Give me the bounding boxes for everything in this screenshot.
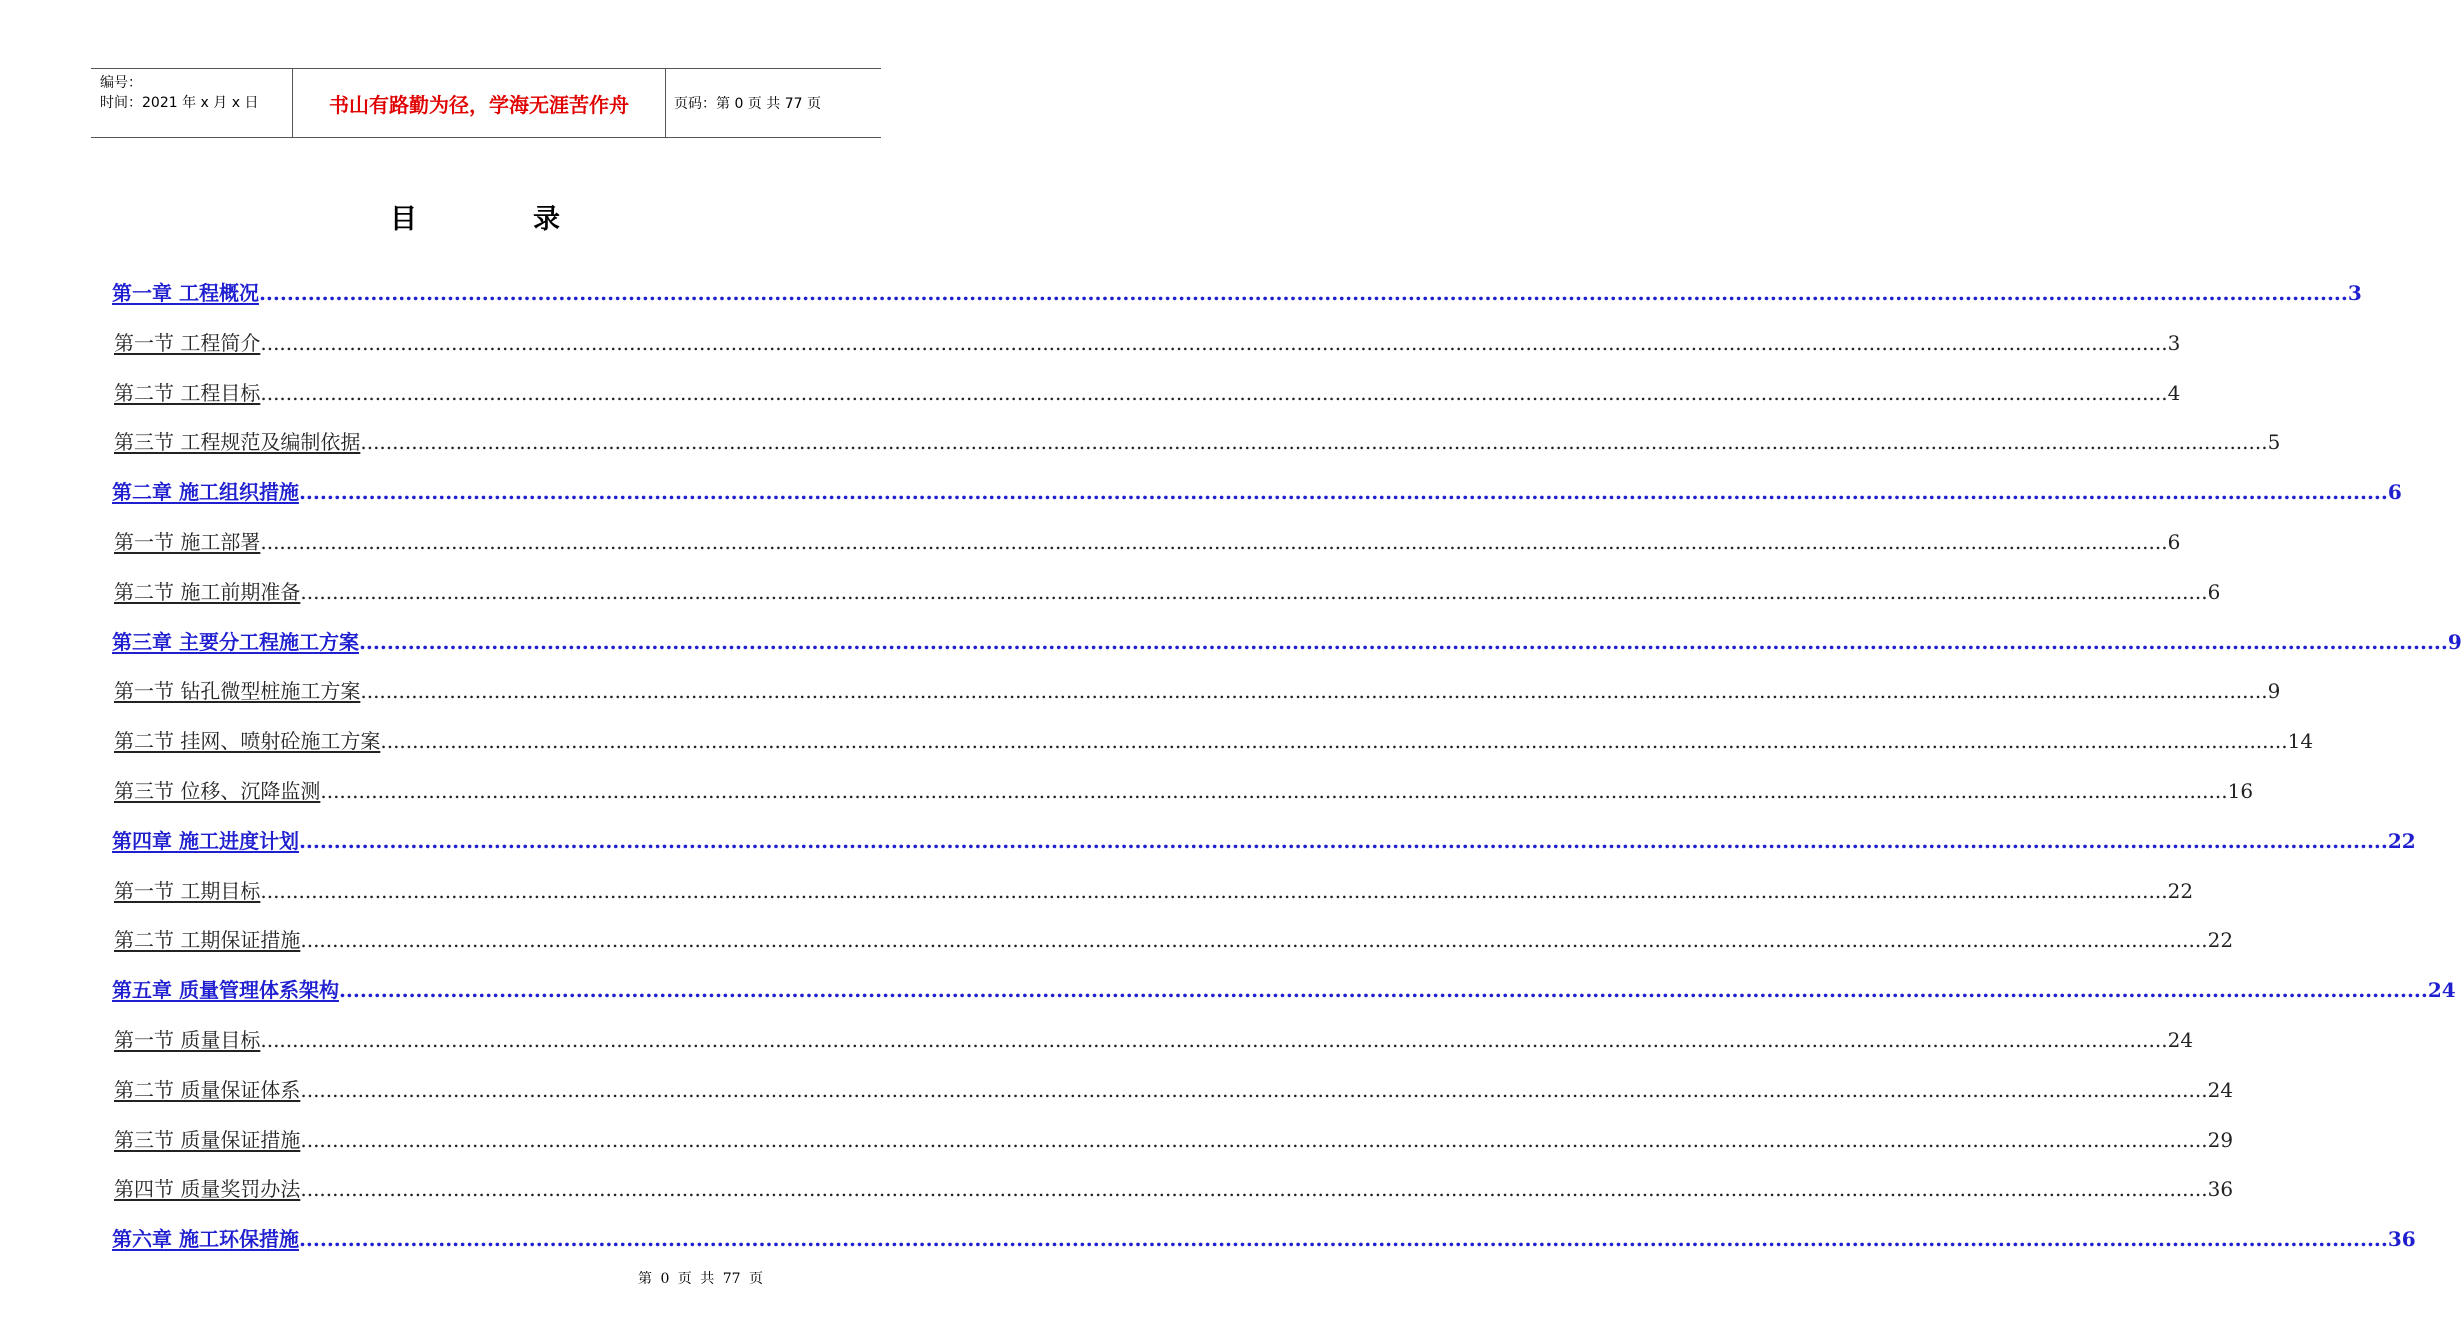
toc-entry-title[interactable]: 第二节 工程目标 (114, 381, 261, 405)
toc-section-entry[interactable] (114, 525, 2181, 555)
toc-entry-title[interactable]: 第二节 质量保证体系 (114, 1078, 301, 1102)
toc-page-number: 5 (2267, 430, 2281, 454)
toc-page-number: 4 (2167, 381, 2181, 405)
toc-dot-leader: ............................................................................................................................................................................................................................................................................................................ (300, 1177, 2208, 1201)
page-footer: 第 0 页 共 77 页 (638, 1271, 763, 1287)
toc-section-entry[interactable] (114, 326, 2181, 356)
toc-chapter-entry[interactable] (112, 973, 2456, 1003)
document-time-label: 时间：2021 年 x 月 x 日 (100, 95, 259, 111)
header-page-label: 页码：第 0 页 共 77 页 (674, 96, 821, 112)
toc-dot-leader: ............................................................................................................................................................................................................................................................................................................ (260, 530, 2168, 554)
toc-dot-leader: ............................................................................................................................................................................................................................................................................................................ (360, 679, 2268, 703)
header-motto: 书山有路勤为径，学海无涯苦作舟 (293, 69, 666, 137)
page-header (91, 68, 881, 138)
toc-chapter-entry[interactable] (112, 625, 2462, 655)
toc-entry-title[interactable]: 第二章 施工组织措施 (112, 480, 299, 504)
toc-section-entry[interactable] (114, 923, 2234, 953)
toc-section-entry[interactable] (114, 874, 2194, 904)
toc-entry-title[interactable]: 第三节 位移、沉降监测 (114, 779, 321, 803)
toc-dot-leader: ............................................................................................................................................................................................................................................................................................................ (258, 281, 2348, 305)
toc-entry-title[interactable]: 第一节 工期目标 (114, 879, 261, 903)
toc-page-number: 36 (2387, 1227, 2416, 1251)
toc-dot-leader: ............................................................................................................................................................................................................................................................................................................ (260, 879, 2168, 903)
toc-entry-title[interactable]: 第二节 挂网、喷射砼施工方案 (114, 729, 381, 753)
toc-section-entry[interactable] (114, 1073, 2234, 1103)
toc-section-entry[interactable] (114, 1023, 2194, 1053)
toc-entry-title[interactable]: 第三章 主要分工程施工方案 (112, 630, 359, 654)
toc-section-entry[interactable] (114, 376, 2181, 406)
toc-dot-leader: ............................................................................................................................................................................................................................................................................................................ (260, 331, 2168, 355)
toc-page-number: 36 (2207, 1177, 2234, 1201)
toc-entry-title[interactable]: 第五章 质量管理体系架构 (112, 978, 339, 1002)
toc-page-number: 24 (2427, 978, 2456, 1002)
toc-page-number: 6 (2387, 480, 2402, 504)
header-meta (91, 69, 293, 137)
toc-entry-title[interactable]: 第一节 工程简介 (114, 331, 261, 355)
toc-dot-leader: ............................................................................................................................................................................................................................................................................................................ (300, 1078, 2208, 1102)
toc-chapter-entry[interactable] (112, 824, 2416, 854)
title-char-1: 目 (390, 204, 417, 235)
toc-section-entry[interactable] (114, 774, 2254, 804)
toc-dot-leader: ............................................................................................................................................................................................................................................................................................................ (360, 430, 2268, 454)
toc-page-number: 22 (2207, 928, 2234, 952)
toc-entry-title[interactable]: 第四节 质量奖罚办法 (114, 1177, 301, 1201)
toc-dot-leader: ............................................................................................................................................................................................................................................................................................................ (338, 978, 2428, 1002)
toc-dot-leader: ............................................................................................................................................................................................................................................................................................................ (320, 779, 2228, 803)
toc-dot-leader: ............................................................................................................................................................................................................................................................................................................ (300, 928, 2208, 952)
toc-page-number: 3 (2347, 281, 2362, 305)
toc-dot-leader: ............................................................................................................................................................................................................................................................................................................ (300, 1128, 2208, 1152)
toc-page-number: 22 (2387, 829, 2416, 853)
toc-page-number: 14 (2287, 729, 2314, 753)
toc-chapter-entry[interactable] (112, 1222, 2416, 1252)
toc-chapter-entry[interactable] (112, 276, 2362, 306)
toc-section-entry[interactable] (114, 674, 2281, 704)
toc-section-entry[interactable] (114, 724, 2314, 754)
toc-chapter-entry[interactable] (112, 475, 2402, 505)
document-number-label: 编号： (100, 75, 142, 91)
toc-page-number: 3 (2167, 331, 2181, 355)
page-title (0, 197, 950, 236)
toc-dot-leader: ............................................................................................................................................................................................................................................................................................................ (260, 1028, 2168, 1052)
toc-entry-title[interactable]: 第一节 施工部署 (114, 530, 261, 554)
toc-page-number: 16 (2227, 779, 2254, 803)
toc-dot-leader: ............................................................................................................................................................................................................................................................................................................ (298, 829, 2388, 853)
toc-entry-title[interactable]: 第一节 钻孔微型桩施工方案 (114, 679, 361, 703)
toc-page-number: 9 (2447, 630, 2462, 654)
toc-page-number: 6 (2207, 580, 2221, 604)
toc-page-number: 9 (2267, 679, 2281, 703)
toc-entry-title[interactable]: 第三节 工程规范及编制依据 (114, 430, 361, 454)
toc-page-number: 24 (2207, 1078, 2234, 1102)
toc-dot-leader: ............................................................................................................................................................................................................................................................................................................ (358, 630, 2448, 654)
toc-section-entry[interactable] (114, 575, 2221, 605)
toc-dot-leader: ............................................................................................................................................................................................................................................................................................................ (298, 480, 2388, 504)
toc-page-number: 24 (2167, 1028, 2194, 1052)
toc-dot-leader: ............................................................................................................................................................................................................................................................................................................ (260, 381, 2168, 405)
title-char-2: 录 (533, 204, 560, 235)
toc-entry-title[interactable]: 第六章 施工环保措施 (112, 1227, 299, 1251)
toc-dot-leader: ............................................................................................................................................................................................................................................................................................................ (380, 729, 2288, 753)
toc-page-number: 29 (2207, 1128, 2234, 1152)
toc-entry-title[interactable]: 第一章 工程概况 (112, 281, 259, 305)
toc-entry-title[interactable]: 第四章 施工进度计划 (112, 829, 299, 853)
toc-entry-title[interactable]: 第二节 施工前期准备 (114, 580, 301, 604)
toc-entry-title[interactable]: 第一节 质量目标 (114, 1028, 261, 1052)
toc-dot-leader: ............................................................................................................................................................................................................................................................................................................ (300, 580, 2208, 604)
toc-section-entry[interactable] (114, 425, 2281, 455)
toc-page-number: 6 (2167, 530, 2181, 554)
toc-entry-title[interactable]: 第二节 工期保证措施 (114, 928, 301, 952)
toc-section-entry[interactable] (114, 1172, 2234, 1202)
toc-entry-title[interactable]: 第三节 质量保证措施 (114, 1128, 301, 1152)
toc-dot-leader: ............................................................................................................................................................................................................................................................................................................ (298, 1227, 2388, 1251)
toc-page-number: 22 (2167, 879, 2194, 903)
toc-section-entry[interactable] (114, 1123, 2234, 1153)
